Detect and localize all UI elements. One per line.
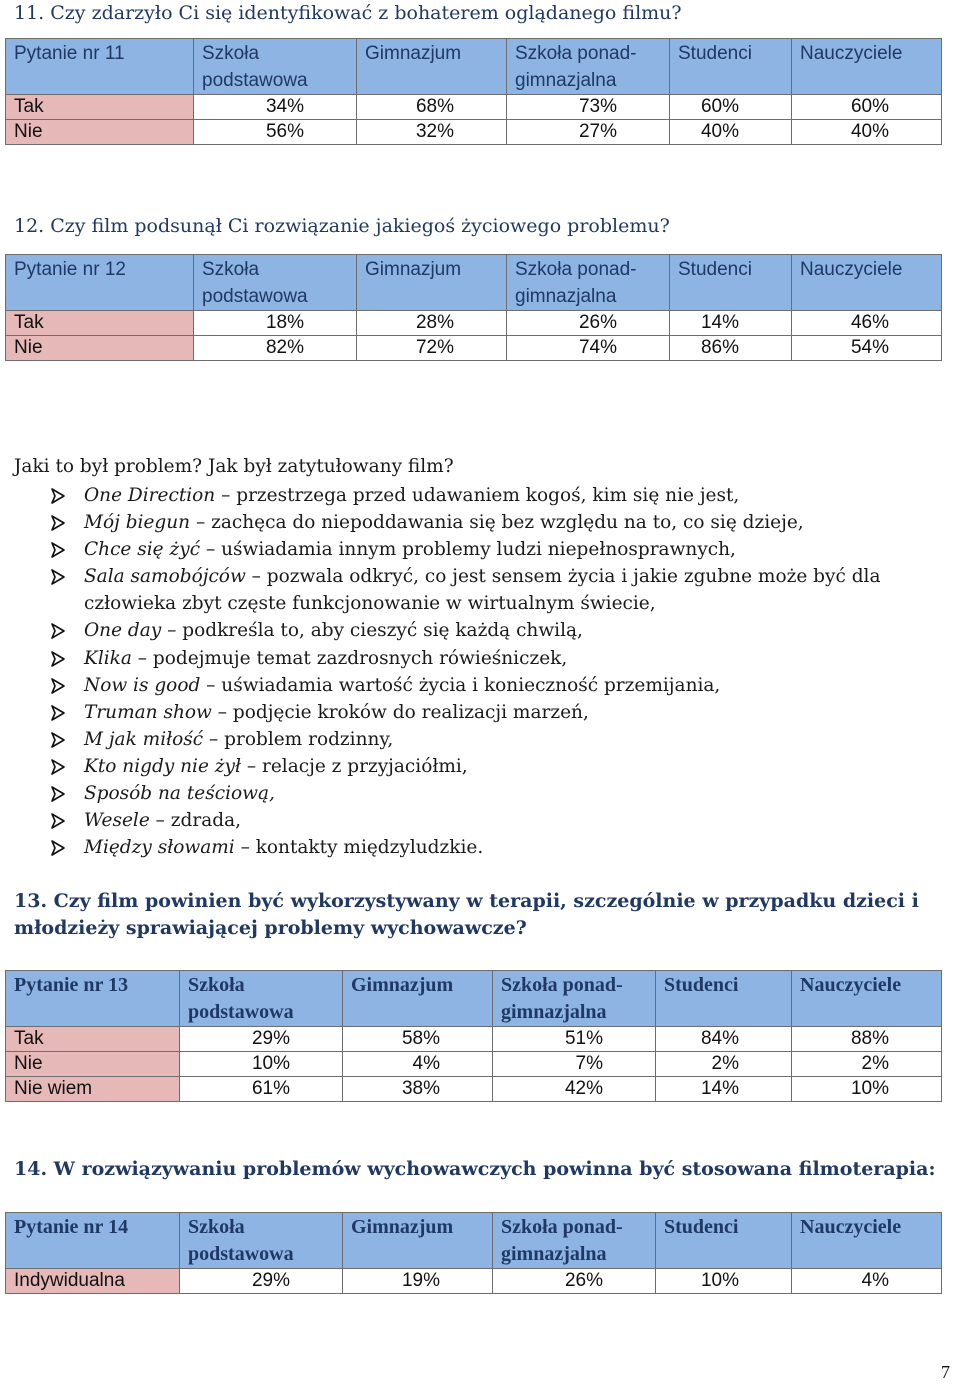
header-corner: Pytanie nr 14 [6, 1213, 180, 1269]
list-item [50, 699, 930, 726]
list-item [50, 672, 930, 699]
table-cell: 72% [357, 336, 507, 361]
table-cell: 54% [792, 336, 942, 361]
table-row [6, 1052, 942, 1077]
list-item [50, 509, 930, 536]
arrow-bullet-icon [50, 563, 70, 590]
row-label: Nie [6, 120, 194, 145]
film-title: Kto nigdy nie żył [84, 755, 241, 777]
table-cell: 10% [656, 1269, 792, 1294]
arrow-bullet-icon [50, 834, 70, 861]
table-header-row [6, 1213, 942, 1269]
table-cell: 86% [670, 336, 792, 361]
film-description: – uświadamia wartość życia i konieczność przemijania, [200, 674, 721, 696]
table-cell: 60% [792, 95, 942, 120]
film-title: Między słowami [84, 837, 235, 859]
film-description: – pozwala odkryć, co jest sensem życia i jakie zgubne może być dla człowieka zbyt częste funkcjonowanie w wirtualnym świecie, [84, 566, 881, 615]
table-question-11 [5, 38, 942, 145]
table-row [6, 311, 942, 336]
table-cell: 74% [507, 336, 670, 361]
film-title: One Direction [84, 485, 216, 506]
table-cell: 82% [194, 336, 357, 361]
table-cell: 27% [507, 120, 670, 145]
table-cell: 40% [670, 120, 792, 145]
film-title: Sala samobójców [84, 566, 246, 588]
arrow-bullet-icon [50, 482, 70, 509]
table-row [6, 1027, 942, 1052]
table-cell: 32% [357, 120, 507, 145]
arrow-bullet-icon [50, 645, 70, 672]
header-primary-school: Szkoła podstawowa [194, 39, 357, 95]
row-label: Tak [6, 95, 194, 120]
header-high-school: Szkoła ponad-gimnazjalna [507, 255, 670, 311]
film-description: – przestrzega przed udawaniem kogoś, kim się nie jest, [215, 485, 740, 506]
table-cell: 38% [343, 1077, 493, 1102]
header-teachers: Nauczyciele [792, 39, 942, 95]
header-high-school: Szkoła ponad-gimnazjalna [507, 39, 670, 95]
row-label: Nie wiem [6, 1077, 180, 1102]
row-label: Tak [6, 311, 194, 336]
film-description: – relacje z przyjaciółmi, [240, 755, 468, 777]
header-middle-school: Gimnazjum [343, 971, 493, 1027]
film-title: Wesele [84, 810, 150, 832]
table-row [6, 120, 942, 145]
row-label: Nie [6, 1052, 180, 1077]
film-description: – podjęcie kroków do realizacji marzeń, [211, 701, 589, 723]
film-description: – zdrada, [149, 810, 241, 832]
table-cell: 61% [180, 1077, 343, 1102]
film-title: One day [84, 620, 162, 642]
table-cell: 46% [792, 311, 942, 336]
table-question-13 [5, 970, 942, 1102]
question-11-title: 11. Czy zdarzyło Ci się identyfikować z bohaterem oglądanego filmu? [14, 2, 682, 24]
table-cell: 34% [194, 95, 357, 120]
table-cell: 29% [180, 1027, 343, 1052]
header-students: Studenci [656, 1213, 792, 1269]
header-teachers: Nauczyciele [792, 255, 942, 311]
table-cell: 56% [194, 120, 357, 145]
header-middle-school: Gimnazjum [357, 39, 507, 95]
table-cell: 58% [343, 1027, 493, 1052]
films-list [50, 482, 930, 861]
table-cell: 14% [670, 311, 792, 336]
question-14-title: 14. W rozwiązywaniu problemów wychowawczych powinna być stosowana filmoterapia: [14, 1158, 936, 1180]
page-number: 7 [941, 1362, 950, 1382]
table-cell: 40% [792, 120, 942, 145]
table-cell: 2% [792, 1052, 942, 1077]
table-cell: 4% [792, 1269, 942, 1294]
table-cell: 51% [493, 1027, 656, 1052]
table-cell: 19% [343, 1269, 493, 1294]
film-title: M jak miłość [84, 728, 204, 750]
table-cell: 26% [507, 311, 670, 336]
table-cell: 88% [792, 1027, 942, 1052]
header-students: Studenci [670, 39, 792, 95]
film-description: – zachęca do niepoddawania się bez względu na to, co się dzieje, [190, 512, 804, 534]
list-item [50, 807, 930, 834]
arrow-bullet-icon [50, 536, 70, 563]
film-title: Chce się żyć [84, 539, 201, 561]
arrow-bullet-icon [50, 726, 70, 753]
film-description: – uświadamia innym problemy ludzi niepełnosprawnych, [200, 539, 736, 561]
header-teachers: Nauczyciele [792, 971, 942, 1027]
arrow-bullet-icon [50, 699, 70, 726]
header-corner: Pytanie nr 13 [6, 971, 180, 1027]
table-cell: 73% [507, 95, 670, 120]
film-title: Klika [84, 647, 132, 669]
header-primary-school: Szkoła podstawowa [180, 971, 343, 1027]
table-cell: 10% [180, 1052, 343, 1077]
arrow-bullet-icon [50, 509, 70, 536]
list-item [50, 617, 930, 644]
arrow-bullet-icon [50, 617, 70, 644]
table-cell: 26% [493, 1269, 656, 1294]
film-title: Sposób na teściową, [84, 783, 275, 805]
table-cell: 28% [357, 311, 507, 336]
table-row [6, 336, 942, 361]
table-cell: 42% [493, 1077, 656, 1102]
film-description: – podejmuje temat zazdrosnych rówieśniczek, [131, 647, 568, 669]
table-cell: 68% [357, 95, 507, 120]
header-students: Studenci [656, 971, 792, 1027]
arrow-bullet-icon [50, 780, 70, 807]
table-cell: 2% [656, 1052, 792, 1077]
film-title: Mój biegun [84, 512, 191, 534]
film-title: Now is good [84, 674, 201, 696]
table-row [6, 1077, 942, 1102]
table-header-row [6, 971, 942, 1027]
arrow-bullet-icon [50, 672, 70, 699]
film-description: – podkreśla to, aby cieszyć się każdą chwilą, [161, 620, 583, 642]
list-item [50, 645, 930, 672]
table-question-12 [5, 254, 942, 361]
row-label: Indywidualna [6, 1269, 180, 1294]
list-item [50, 536, 930, 563]
list-item [50, 482, 930, 509]
film-title: Truman show [84, 701, 212, 723]
header-teachers: Nauczyciele [792, 1213, 942, 1269]
header-middle-school: Gimnazjum [343, 1213, 493, 1269]
table-cell: 84% [656, 1027, 792, 1052]
table-header-row [6, 255, 942, 311]
header-primary-school: Szkoła podstawowa [180, 1213, 343, 1269]
table-question-14 [5, 1212, 942, 1294]
header-students: Studenci [670, 255, 792, 311]
header-middle-school: Gimnazjum [357, 255, 507, 311]
table-row [6, 1269, 942, 1294]
list-item [50, 780, 930, 807]
table-cell: 29% [180, 1269, 343, 1294]
list-item [50, 726, 930, 753]
row-label: Tak [6, 1027, 180, 1052]
header-corner: Pytanie nr 12 [6, 255, 194, 311]
question-13-title: 13. Czy film powinien być wykorzystywany w terapii, szczególnie w przypadku dzieci i młodzieży sprawiającej problemy wychowawcze? [14, 890, 919, 939]
arrow-bullet-icon [50, 753, 70, 780]
table-cell: 18% [194, 311, 357, 336]
header-corner: Pytanie nr 11 [6, 39, 194, 95]
header-primary-school: Szkoła podstawowa [194, 255, 357, 311]
table-row [6, 95, 942, 120]
question-12-title: 12. Czy film podsunął Ci rozwiązanie jakiegoś życiowego problemu? [14, 215, 670, 237]
list-item [50, 834, 930, 861]
table-header-row [6, 39, 942, 95]
row-label: Nie [6, 336, 194, 361]
table-cell: 4% [343, 1052, 493, 1077]
table-cell: 10% [792, 1077, 942, 1102]
table-cell: 7% [493, 1052, 656, 1077]
table-cell: 14% [656, 1077, 792, 1102]
header-high-school: Szkoła ponad-gimnazjalna [493, 971, 656, 1027]
films-intro: Jaki to był problem? Jak był zatytułowany film? [14, 456, 454, 477]
film-description: – kontakty międzyludzkie. [234, 837, 484, 859]
header-high-school: Szkoła ponad-gimnazjalna [493, 1213, 656, 1269]
table-cell: 60% [670, 95, 792, 120]
arrow-bullet-icon [50, 807, 70, 834]
film-description: – problem rodzinny, [203, 728, 394, 750]
list-item [50, 563, 930, 617]
list-item [50, 753, 930, 780]
